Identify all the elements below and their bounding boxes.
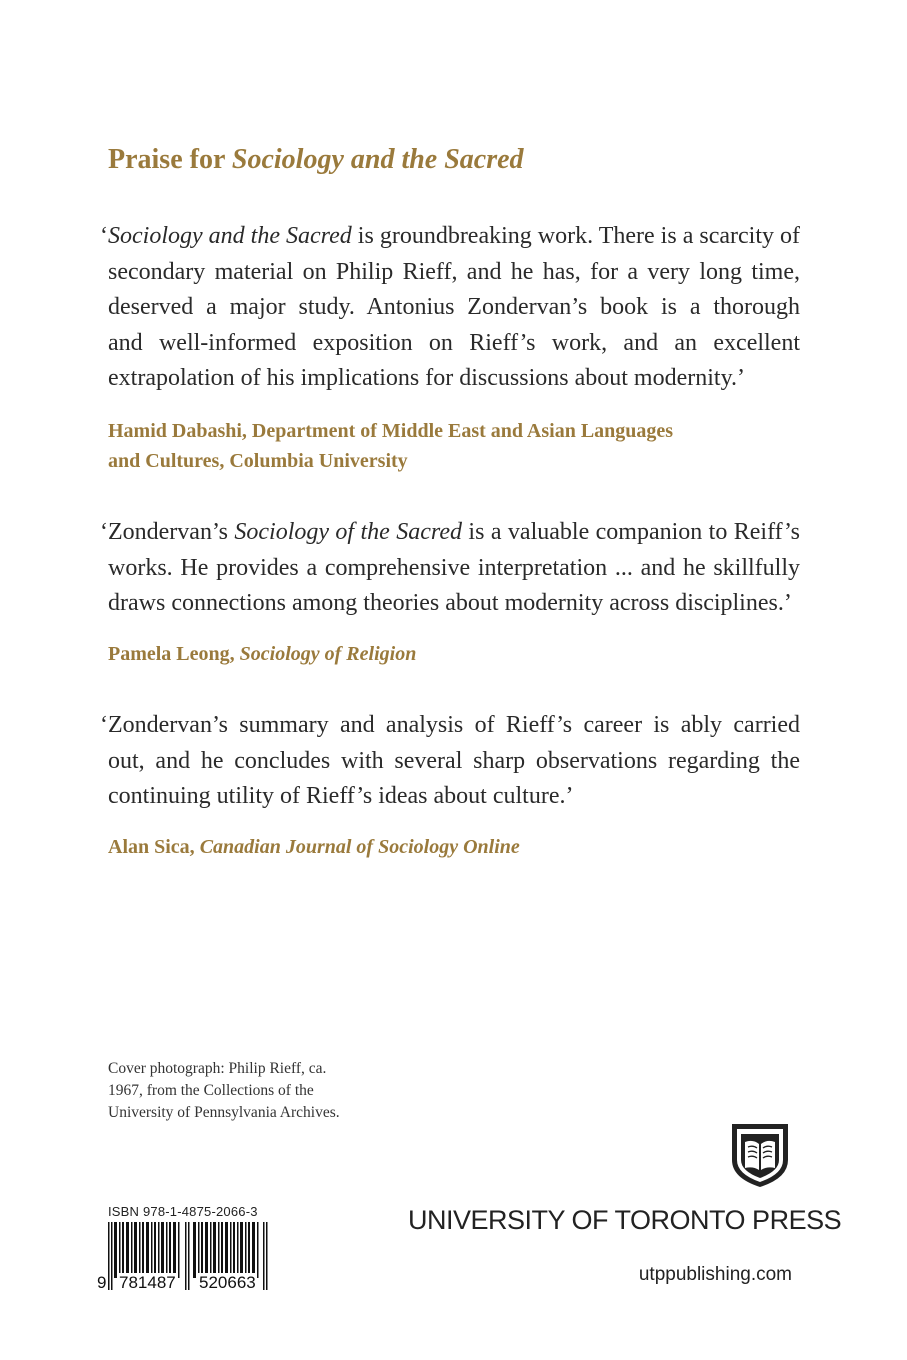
quote-1 [100,219,800,397]
attribution-1: Hamid Dabashi, Department of Middle East and Asian Languages and Cultures, Columbia University [108,420,674,472]
publisher-name: UNIVERSITY OF TORONTO PRESS [408,1205,842,1235]
quote-line: continuing utility of Rieff’s ideas about culture.’ [108,783,574,809]
quote-line: deserved a major study. Antonius Zondervan’s book is a thorough [108,294,800,320]
attribution-2: Pamela Leong, Sociology of Religion [108,643,417,665]
publisher-website[interactable]: utppublishing.com [638,1264,792,1285]
attribution-3: Alan Sica, Canadian Journal of Sociology Online [108,836,520,858]
quote-line: ‘Sociology and the Sacred is groundbreaking work. There is a scarcity of [100,223,801,249]
quote-2 [100,515,800,622]
utp-book-shield-icon [728,1120,792,1190]
cover-photo-credit: Cover photograph: Philip Rieff, ca. 1967, from the Collections of the University of Pennsylvania Archives. [108,1060,340,1121]
quote-line: and well-informed exposition on Rieff’s work, and an excellent [108,329,800,356]
book-title: Sociology and the Sacred [231,144,524,175]
quote-line: ‘Zondervan’s Sociology of the Sacred is a valuable companion to Reiff’s [100,519,800,545]
quote-line: secondary material on Philip Rieff, and he has, for a very long time, [108,258,800,285]
quote-line: ‘Zondervan’s summary and analysis of Rieff’s career is ably carried [100,712,800,738]
quote-line: works. He provides a comprehensive interpretation ... and he skillfully [108,554,800,581]
quote-line: draws connections among theories about modernity across disciplines.’ [108,590,792,616]
quote-line: extrapolation of his implications for discussions about modernity.’ [108,365,746,391]
back-cover: Praise for Sociology and the Sacred ‘Sociology and the Sacred is groundbreaking work. There is a scarcity of secondary material on Philip Rieff, and he has, for a very long time, deserved a major study. Antonius Zondervan’s book is a thorough and well-informed exposition on Rieff’s work, and an excellent extrapolation of his implications for discussions about modernity.’ Hamid Dabashi, Department of Middle East and Asian Languages and Cultures, Columbia University ‘Zondervan’s Sociology of the Sacred is a valuable companion to Reiff’s works. He provides a comprehensive interpretation ... and he skillfully draws connections among theories about modernity across disciplines.’ Pamela Leong, Sociology of Religion ‘Zondervan’s summary and analysis of Rieff’s career is ably carried out, and he concludes with several sharp observations regarding the continuing utility of Rieff’s ideas about culture.’ Alan Sica, Canadian Journal of Sociology Online Cover photograph: Philip Rieff, ca. 1967, from the Collections of the University of Pennsylvania Archives. UNIVERSITY OF TORONTO PRESS utppublishing.com ISBN 978-1-4875-2066-3 9 781487 520663 [97,144,842,1292]
praise-heading: Praise for Sociology and the Sacred [108,144,524,175]
quote-line: out, and he concludes with several sharp observations regarding the [108,747,800,774]
quote-3 [100,708,800,815]
isbn: ISBN 978-1-4875-2066-3 [108,1204,258,1219]
